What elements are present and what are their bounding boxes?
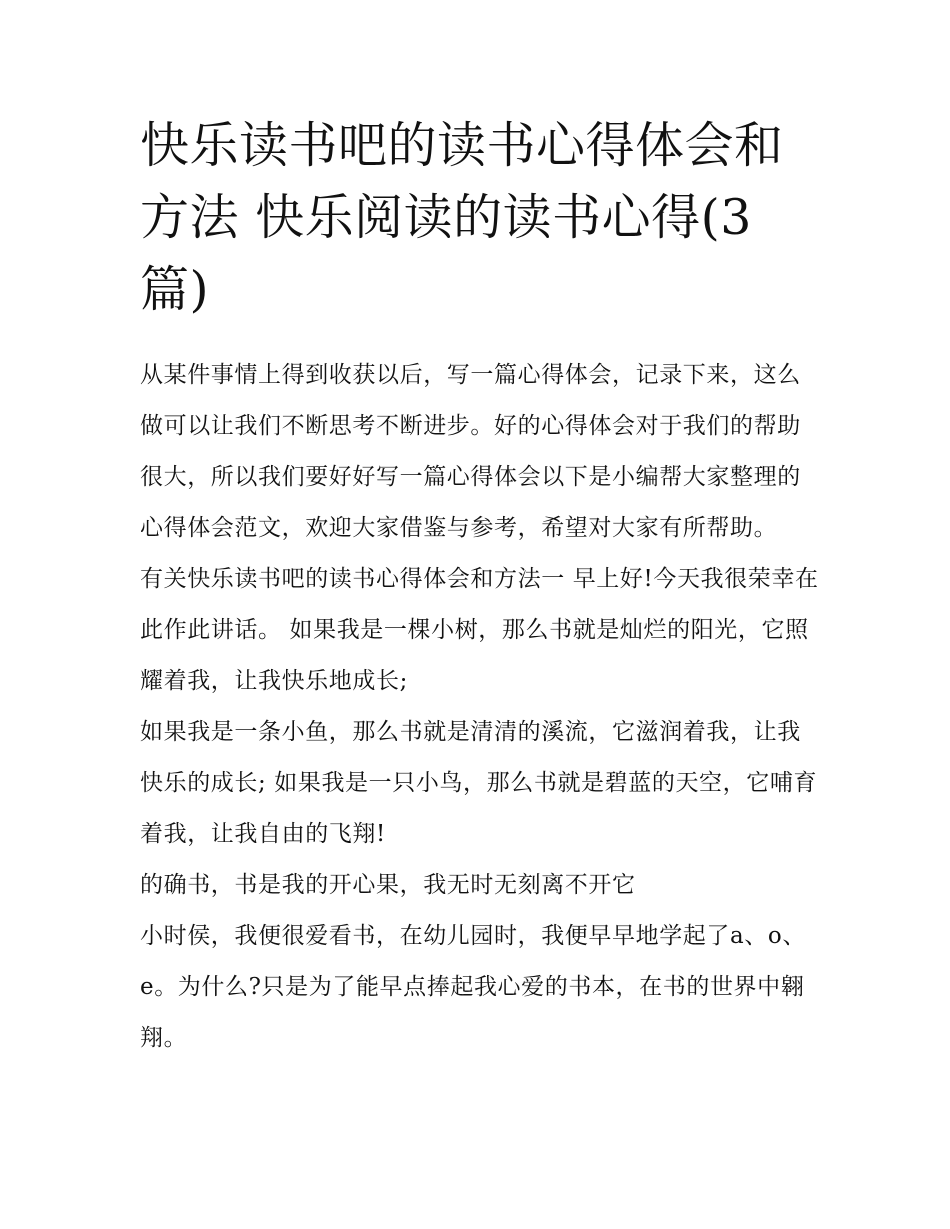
paragraph-fish-bird: 如果我是一条小鱼，那么书就是清清的溪流，它滋润着我，让我快乐的成长; 如果我是一只小鸟，那么书就是碧蓝的天空，它哺育着我，让我自由的飞翔! bbox=[140, 719, 818, 847]
paragraph-intro: 从某件事情上得到收获以后，写一篇心得体会，记录下来，这么做可以让我们不断思考不断进步。好的心得体会对于我们的帮助很大，所以我们要好好写一篇心得体会以下是小编帮大家整理的心得体会范文，欢迎大家借鉴与参考，希望对大家有所帮助。 bbox=[140, 362, 801, 541]
document-body bbox=[140, 350, 820, 1064]
paragraph-happy-fruit: 的确书，书是我的开心果，我无时无刻离不开它 bbox=[140, 872, 636, 898]
paragraph-speech-opening: 有关快乐读书吧的读书心得体会和方法一 早上好!今天我很荣幸在此作此讲话。 如果我是一棵小树，那么书就是灿烂的阳光，它照耀着我，让我快乐地成长; bbox=[140, 566, 819, 694]
document-page bbox=[140, 110, 820, 1064]
paragraph-childhood: 小时侯，我便很爱看书，在幼儿园时，我便早早地学起了a、o、e。为什么?只是为了能早点捧起我心爱的书本，在书的世界中翱翔。 bbox=[140, 923, 806, 1051]
document-title: 快乐读书吧的读书心得体会和方法 快乐阅读的读书心得(3篇) bbox=[140, 117, 784, 318]
